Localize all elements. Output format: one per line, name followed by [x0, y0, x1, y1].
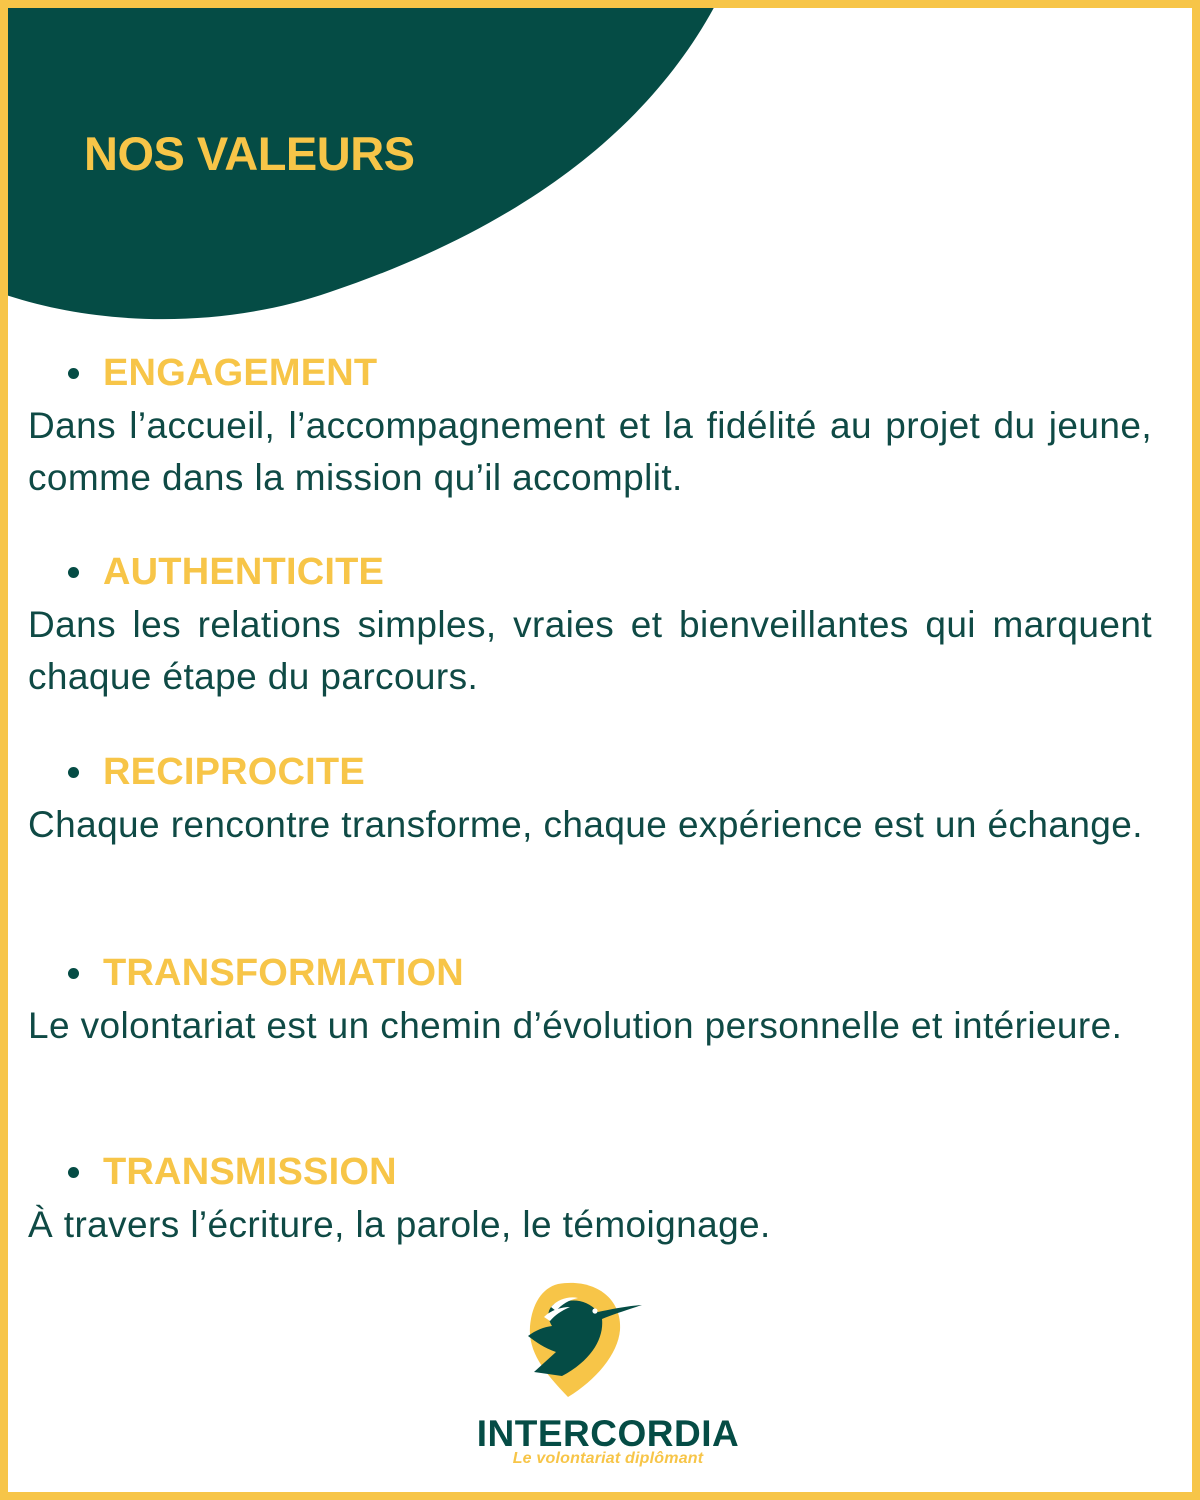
value-heading	[68, 1147, 397, 1197]
bullet-icon	[68, 1167, 79, 1178]
logo-name: INTERCORDIA	[476, 1413, 740, 1454]
bullet-icon	[68, 368, 79, 379]
value-heading	[68, 747, 365, 797]
bullet-icon	[68, 968, 79, 979]
value-title: TRANSMISSION	[103, 1150, 397, 1193]
value-title: AUTHENTICITE	[103, 550, 385, 593]
bullet-icon	[68, 567, 79, 578]
logo-tagline: Le volontariat diplômant	[512, 1450, 704, 1467]
bullet-icon	[68, 767, 79, 778]
value-description: Dans les relations simples, vraies et bienveillantes qui marquent chaque étape du parcours.	[28, 604, 1152, 697]
value-heading	[68, 948, 464, 998]
value-description: Le volontariat est un chemin d’évolution personnelle et intérieure.	[28, 1005, 1123, 1046]
value-heading	[68, 547, 384, 597]
value-title: ENGAGEMENT	[103, 351, 378, 394]
value-title: RECIPROCITE	[103, 750, 365, 793]
value-description: À travers l’écriture, la parole, le témoignage.	[28, 1204, 771, 1245]
value-description: Dans l’accueil, l’accompagnement et la fidélité au projet du jeune, comme dans la mission qu’il accomplit.	[28, 405, 1152, 498]
value-title: TRANSFORMATION	[103, 951, 464, 994]
value-heading	[68, 348, 377, 398]
page-title: NOS VALEURS	[84, 127, 415, 180]
intercordia-logo	[400, 1276, 816, 1476]
value-description: Chaque rencontre transforme, chaque expérience est un échange.	[28, 804, 1143, 845]
hummingbird-location-pin-icon	[506, 1276, 660, 1401]
